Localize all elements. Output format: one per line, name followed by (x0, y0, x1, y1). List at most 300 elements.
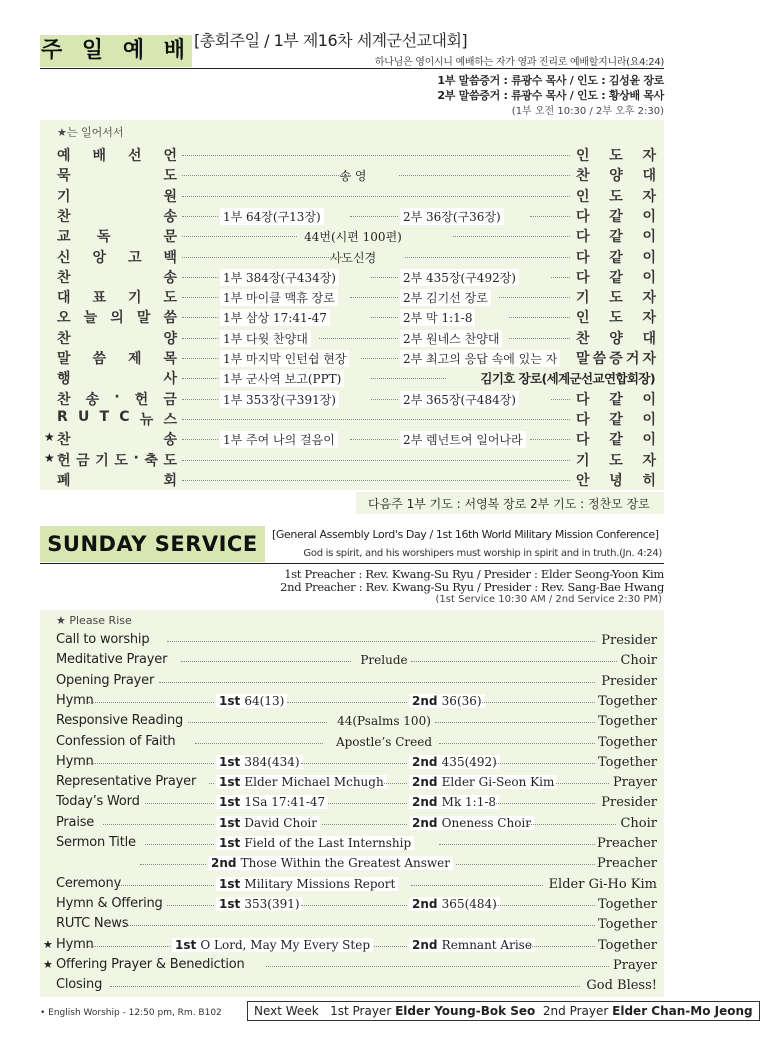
label-char: 찬 (57, 270, 71, 286)
role-char: 녕 (609, 473, 623, 489)
leader-dots (509, 317, 570, 318)
korean-order-value: 1부 주여 나의 걸음이 (220, 431, 338, 448)
english-order-label: Confession of Faith (56, 734, 176, 749)
english-order-label: Hymn (56, 754, 94, 769)
second-service-label: 2nd (412, 897, 442, 911)
leader-dots (371, 399, 398, 400)
leader-dots (435, 722, 595, 723)
leader-dots (453, 236, 570, 237)
second-service-label: 2nd (412, 938, 442, 952)
korean-service-title: 주 일 예 배 (40, 35, 192, 67)
role-char: 같 (609, 209, 623, 225)
english-order-value: Prelude (360, 653, 408, 667)
english-value-text: Field of the Last Internship (244, 836, 412, 850)
english-order-row (0, 854, 700, 874)
label-char: 말 (136, 310, 151, 326)
english-worship-note: • English Worship - 12:50 pm, Rm. B102 (40, 1008, 222, 1018)
label-char: C (119, 409, 130, 425)
label-char: 금 (76, 453, 90, 469)
role-char: 다 (576, 250, 590, 266)
role-char: 도 (609, 290, 623, 306)
leader-dots (350, 216, 398, 217)
leader-dots (374, 946, 407, 947)
label-char: 헌 (57, 453, 71, 469)
leader-dots (301, 905, 407, 906)
label-char: 신 (57, 250, 71, 266)
label-char: 씀 (163, 310, 177, 326)
role-char: 기 (576, 453, 590, 469)
leader-dots (350, 439, 398, 440)
role-char: 양 (609, 331, 623, 347)
leader-dots (182, 378, 218, 379)
leader-dots (411, 885, 543, 886)
leader-dots (182, 216, 218, 217)
korean-order-row (0, 328, 700, 348)
role-char: 같 (609, 229, 623, 245)
korean-order-row (0, 368, 700, 388)
english-order-label: Opening Prayer (56, 673, 155, 688)
role-char: 같 (609, 432, 623, 448)
second-service-label: 2nd (412, 755, 442, 769)
english-order-row (0, 895, 700, 915)
english-order-value (172, 938, 373, 952)
label-char: 목 (163, 351, 177, 367)
leader-dots (145, 844, 214, 845)
leader-dots (322, 824, 408, 825)
label-char: 늘 (83, 310, 98, 326)
leader-dots (182, 236, 297, 237)
english-value-text: 1Sa 17:41-47 (244, 795, 326, 809)
role-char: 이 (642, 432, 656, 448)
korean-order-row (0, 307, 700, 327)
korean-order-value: 2부 막 1:1-8 (400, 309, 475, 326)
leader-dots (167, 905, 215, 906)
role-char: 도 (609, 453, 623, 469)
leader-dots (117, 885, 214, 886)
korean-order-label (57, 307, 177, 327)
leader-dots (494, 803, 595, 804)
english-header-rule (40, 563, 664, 564)
english-value-text: Military Missions Report (244, 877, 396, 891)
english-order-value (216, 897, 303, 911)
leader-dots (182, 460, 570, 461)
label-char: 축 (144, 453, 158, 469)
english-order-label: Sermon Title (56, 835, 136, 850)
role-char: 자 (642, 290, 656, 306)
english-order-label: Hymn (56, 693, 94, 708)
role-char: 이 (642, 412, 656, 428)
first-service-label: 1st (219, 877, 245, 891)
english-order-value (216, 816, 320, 830)
korean-order-role (576, 186, 656, 206)
english-order-label: Hymn & Offering (56, 896, 163, 911)
leader-dots (145, 803, 214, 804)
second-service-label: 2nd (412, 694, 442, 708)
leader-dots (182, 317, 218, 318)
english-value-text: Those Within the Greatest Answer (240, 856, 451, 870)
leader-dots (188, 722, 327, 723)
next-week-1-name: Elder Young-Bok Seo (395, 1004, 536, 1018)
first-service-label: 1st (219, 775, 245, 789)
leader-dots (528, 824, 616, 825)
english-order-row (0, 712, 700, 732)
role-char: 자 (642, 453, 656, 469)
label-char: T (99, 409, 110, 425)
role-char: 히 (642, 473, 656, 489)
english-value-text: 36(36) (441, 694, 482, 708)
english-order-label: Call to worship (56, 632, 150, 647)
role-char: 자 (642, 148, 656, 164)
english-order-value: 44(Psalms 100) (337, 714, 431, 728)
korean-order-row (0, 186, 700, 206)
english-order-label: Representative Prayer (56, 774, 197, 789)
role-char: 자 (642, 310, 656, 326)
korean-order-row (0, 389, 700, 409)
korean-order-row (0, 165, 700, 185)
english-order-value: Apostle’s Creed (335, 735, 433, 749)
label-char: 도 (163, 453, 177, 469)
english-order-value (409, 897, 500, 911)
label-char: 씀 (92, 351, 107, 367)
label-char: 찬 (57, 209, 71, 225)
english-value-text: Elder Michael Mchugh (244, 775, 384, 789)
english-order-label: Praise (56, 815, 95, 830)
label-char: 배 (92, 148, 107, 164)
label-char: 말 (57, 351, 71, 367)
english-order-row (0, 631, 700, 651)
english-order-row (0, 651, 700, 671)
korean-order-value: 1부 384장(구434장) (220, 269, 339, 286)
english-order-label: Offering Prayer & Benediction (56, 957, 245, 972)
leader-dots (182, 277, 218, 278)
role-char: 도 (609, 189, 623, 205)
korean-rise-note: ★는 일어서서 (57, 126, 124, 139)
leader-dots (328, 803, 407, 804)
korean-order-value: 송 영 (339, 169, 367, 183)
label-char: 제 (127, 351, 142, 367)
english-order-role: Prayer (613, 775, 657, 790)
korean-order-row (0, 287, 700, 307)
english-order-label: Meditative Prayer (56, 652, 168, 667)
label-char: 스 (163, 412, 177, 428)
korean-order-value: 사도신경 (329, 251, 377, 265)
label-char: 도 (163, 168, 177, 184)
next-week-2-label: 2nd Prayer (542, 1004, 609, 1018)
english-order-row (0, 692, 700, 712)
leader-dots (182, 257, 345, 258)
english-order-row (0, 915, 700, 935)
leader-dots (456, 864, 594, 865)
korean-order-row (0, 226, 700, 246)
english-order-label: Closing (56, 977, 103, 992)
korean-order-label (57, 368, 177, 388)
english-verse: God is spirit, and his worshipers must worship in spirit and in truth.(Jn. 4:24) (303, 548, 662, 559)
role-char: 찬 (576, 331, 590, 347)
english-value-text: Mk 1:1-8 (441, 795, 497, 809)
english-order-label: Today’s Word (56, 794, 140, 809)
star-icon: ★ (44, 430, 55, 444)
korean-order-value: 1부 다윗 찬양대 (220, 330, 311, 347)
label-char: 송 (163, 432, 177, 448)
english-preacher-2: 2nd Preacher : Rev. Kwang-Su Ryu / Presider : Rev. Sang-Bae Hwang (280, 580, 664, 594)
label-char: 고 (127, 250, 142, 266)
label-char: 뉴 (139, 412, 154, 428)
first-service-label: 1st (219, 836, 245, 850)
leader-dots (182, 399, 218, 400)
english-order-row (0, 773, 700, 793)
korean-order-value: 2부 렘넌트여 일어나라 (400, 431, 526, 448)
label-char: 도 (114, 453, 128, 469)
english-order-value (208, 856, 453, 870)
korean-order-role (576, 267, 656, 287)
leader-dots (88, 763, 214, 764)
korean-order-value: 2부 36장(구36장) (400, 208, 504, 225)
role-char: 기 (576, 290, 590, 306)
role-char: 다 (576, 270, 590, 286)
english-order-value (409, 755, 500, 769)
label-char: 찬 (57, 392, 71, 408)
leader-dots (182, 338, 218, 339)
english-order-role: Together (597, 917, 657, 932)
korean-service-times: (1부 오전 10:30 / 2부 오후 2:30) (511, 106, 664, 117)
role-char: 다 (576, 432, 590, 448)
role-char: 인 (576, 148, 590, 164)
leader-dots (439, 844, 595, 845)
english-order-role: Presider (601, 674, 657, 689)
leader-dots (140, 864, 206, 865)
english-order-value (409, 816, 534, 830)
label-char: 찬 (57, 331, 71, 347)
english-order-value (216, 836, 414, 850)
korean-order-label (57, 429, 177, 449)
leader-dots (499, 297, 571, 298)
korean-order-value: 1부 마이클 맥휴 장로 (220, 289, 338, 306)
leader-dots (371, 378, 446, 379)
role-char: 찬 (576, 168, 590, 184)
first-service-label: 1st (219, 694, 245, 708)
leader-dots (350, 297, 398, 298)
leader-dots (182, 155, 570, 156)
label-char: 대 (57, 290, 71, 306)
leader-dots (195, 743, 324, 744)
label-char: 양 (163, 331, 177, 347)
korean-order-label (57, 287, 177, 307)
korean-order-row (0, 470, 700, 490)
english-order-role: Together (597, 938, 657, 953)
korean-order-label (57, 389, 177, 409)
korean-order-role (576, 470, 656, 490)
english-order-row (0, 936, 700, 956)
english-value-text: 365(484) (441, 897, 497, 911)
leader-dots (266, 966, 609, 967)
label-char: 기 (95, 453, 109, 469)
leader-dots (103, 824, 214, 825)
english-order-value (409, 938, 535, 952)
label-char: 송 (85, 392, 100, 408)
label-char: 원 (163, 189, 177, 205)
korean-order-label (57, 328, 177, 348)
label-char: · (114, 389, 120, 405)
role-char: 같 (609, 270, 623, 286)
english-order-role: Together (597, 735, 657, 750)
label-char: 폐 (57, 473, 71, 489)
english-value-text: Oneness Choir (441, 816, 532, 830)
leader-dots (182, 297, 218, 298)
label-char: 송 (163, 209, 177, 225)
korean-order-row (0, 429, 700, 449)
english-order-role: Together (597, 714, 657, 729)
english-order-role: Choir (620, 653, 657, 668)
english-value-text: 435(492) (441, 755, 497, 769)
leader-dots (528, 946, 594, 947)
role-char: 자 (642, 189, 656, 205)
korean-order-role (576, 348, 656, 368)
korean-order-role (576, 409, 656, 429)
label-char: 문 (163, 229, 177, 245)
label-char: 백 (163, 250, 177, 266)
role-char: 인 (576, 310, 590, 326)
role-char: 같 (609, 392, 623, 408)
english-headline: [General Assembly Lord's Day / 1st 16th World Military Mission Conference] (272, 528, 659, 541)
korean-order-role: 김기호 장로(세계군선교연합회장) (480, 371, 655, 386)
korean-order-value: 1부 삼상 17:41-47 (220, 309, 330, 326)
leader-dots (399, 175, 570, 176)
role-char: 대 (642, 168, 656, 184)
english-order-label: RUTC News (56, 916, 129, 931)
english-order-role: Choir (620, 816, 657, 831)
leader-dots (371, 277, 398, 278)
english-order-row (0, 875, 700, 895)
english-order-role: Elder Gi-Ho Kim (548, 877, 657, 892)
korean-order-role (576, 145, 656, 165)
leader-dots (411, 661, 617, 662)
leader-dots (182, 196, 570, 197)
role-char: 도 (609, 148, 623, 164)
leader-dots (494, 763, 595, 764)
role-char: 다 (576, 209, 590, 225)
label-char: 선 (127, 148, 142, 164)
korean-order-row (0, 206, 700, 226)
korean-order-value: 1부 64장(구13장) (220, 208, 324, 225)
english-order-value (409, 795, 499, 809)
leader-dots (530, 439, 570, 440)
star-icon: ★ (43, 958, 53, 971)
english-service-title: SUNDAY SERVICE (40, 526, 265, 562)
english-order-label: Hymn (56, 937, 94, 952)
leader-dots (182, 439, 218, 440)
role-char: 이 (642, 250, 656, 266)
next-week-prefix: Next Week (254, 1004, 319, 1018)
korean-order-value: 1부 군사역 보고(PPT) (220, 370, 344, 387)
english-order-row (0, 753, 700, 773)
korean-order-role (576, 206, 656, 226)
leader-dots (287, 702, 407, 703)
korean-order-value: 2부 원네스 찬양대 (400, 330, 502, 347)
leader-dots (551, 399, 570, 400)
leader-dots (88, 702, 214, 703)
label-char: 예 (57, 148, 71, 164)
korean-order-value: 1부 마지막 인턴쉽 현장 (220, 350, 349, 367)
korean-order-value: 2부 김기선 장로 (400, 289, 491, 306)
english-order-row (0, 834, 700, 854)
english-order-value (409, 775, 557, 789)
korean-order-value: 2부 최고의 응답 속에 있는 자 (400, 350, 560, 367)
korean-order-label (57, 186, 177, 206)
role-char: 인 (576, 189, 590, 205)
label-char: · (133, 450, 139, 466)
english-value-text: David Choir (244, 816, 318, 830)
star-icon: ★ (44, 451, 55, 465)
role-char: 다 (576, 412, 590, 428)
role-char: 대 (642, 331, 656, 347)
korean-order-label (57, 206, 177, 226)
label-char: 사 (163, 371, 177, 387)
second-service-label: 2nd (412, 816, 442, 830)
first-service-label: 1st (219, 755, 245, 769)
role-char: 양 (609, 168, 623, 184)
first-service-label: 1st (175, 938, 201, 952)
english-rise-note: ★ Please Rise (56, 614, 132, 627)
label-char: 도 (163, 290, 177, 306)
role-char: 다 (576, 392, 590, 408)
leader-dots (361, 358, 399, 359)
korean-header-rule (40, 68, 664, 69)
first-service-label: 1st (219, 816, 245, 830)
label-char: 헌 (134, 392, 149, 408)
english-order-row (0, 672, 700, 692)
english-order-row (0, 976, 700, 996)
korean-verse: 하나님은 영이시니 예배하는 자가 영과 진리로 예배할지니라(요4:24) (374, 57, 664, 68)
role-char: 이 (642, 270, 656, 286)
korean-next-week: 다음주 1부 기도 : 서영복 장로 2부 기도 : 정찬모 장로 (368, 497, 650, 511)
role-char: 증 (609, 351, 623, 367)
korean-order-role (576, 287, 656, 307)
leader-dots (384, 783, 407, 784)
korean-order-label (57, 470, 177, 490)
role-char: 말 (576, 351, 590, 367)
english-preacher-1: 1st Preacher : Rev. Kwang-Su Ryu / Presider : Elder Seong-Yoon Kim (284, 567, 664, 581)
english-order-role: Together (597, 755, 657, 770)
second-service-label: 2nd (211, 856, 241, 870)
korean-order-row (0, 247, 700, 267)
english-order-role: Preacher (597, 836, 657, 851)
leader-dots (182, 419, 570, 420)
leader-dots (301, 763, 407, 764)
korean-order-label (57, 348, 177, 368)
label-char: 표 (92, 290, 107, 306)
english-order-row (0, 733, 700, 753)
korean-order-role (576, 328, 656, 348)
english-order-value (216, 775, 387, 789)
english-service-times: (1st Service 10:30 AM / 2nd Service 2:30 PM) (435, 594, 662, 605)
next-week-2-name: Elder Chan-Mo Jeong (612, 1004, 753, 1018)
role-char: 같 (609, 412, 623, 428)
korean-order-value: 44번(시편 100편) (304, 230, 402, 244)
leader-dots (556, 783, 609, 784)
leader-dots (159, 682, 594, 683)
label-char: 찬 (57, 432, 71, 448)
korean-order-value: 2부 435장(구492장) (400, 269, 519, 286)
leader-dots (371, 317, 398, 318)
leader-dots (405, 257, 570, 258)
leader-dots (494, 905, 595, 906)
english-order-value (216, 755, 303, 769)
label-char: 독 (97, 229, 111, 245)
role-char: 이 (642, 209, 656, 225)
korean-order-label (57, 145, 177, 165)
korean-order-row (0, 267, 700, 287)
role-char: 안 (576, 473, 590, 489)
